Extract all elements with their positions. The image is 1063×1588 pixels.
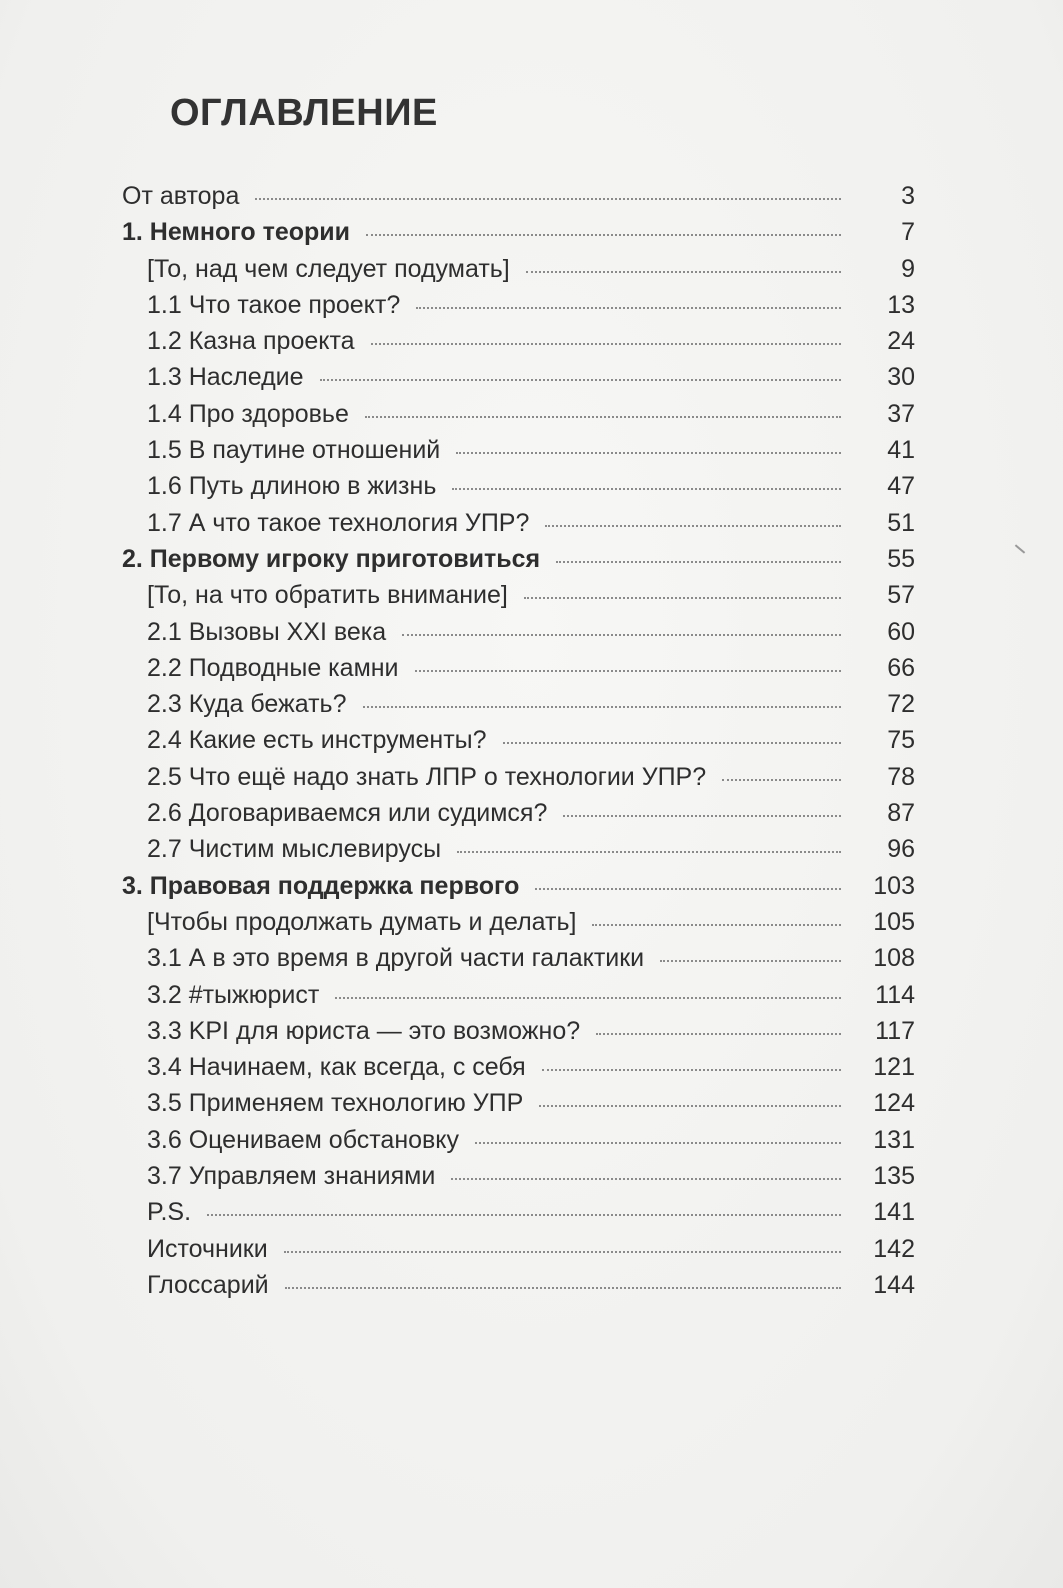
- toc-entry-label: 3.5 Применяем технологию УПР: [147, 1089, 524, 1118]
- toc-entry: [122, 1013, 915, 1049]
- toc-entry: [122, 178, 915, 214]
- page-title: ОГЛАВЛЕНИЕ: [170, 92, 438, 134]
- dot-leader: [207, 1214, 841, 1216]
- dot-leader: [526, 271, 841, 273]
- toc-entry-page: 66: [887, 653, 915, 682]
- dot-leader: [415, 670, 841, 672]
- dot-leader: [255, 198, 841, 200]
- toc-entry-label: 2.5 Что ещё надо знать ЛПР о технологии УПР?: [147, 762, 707, 791]
- toc-entry: [122, 977, 915, 1013]
- dot-leader: [284, 1251, 841, 1253]
- dot-leader: [456, 452, 841, 454]
- toc-entry-page: 7: [901, 218, 915, 247]
- dot-leader: [416, 307, 841, 309]
- dot-leader: [457, 851, 841, 853]
- dot-leader: [545, 525, 841, 527]
- toc-entry: [122, 1085, 915, 1121]
- toc-entry-page: 37: [887, 399, 915, 428]
- dot-leader: [335, 997, 841, 999]
- toc-entry-page: 131: [873, 1125, 915, 1154]
- toc-entry-label: 1.5 В паутине отношений: [147, 436, 441, 465]
- dot-leader: [539, 1105, 841, 1107]
- toc-entry-label: 1.6 Путь длиною в жизнь: [147, 472, 437, 501]
- dot-leader: [524, 597, 841, 599]
- toc-entry-label: 2.2 Подводные камни: [147, 653, 399, 682]
- toc-entry-page: 13: [887, 290, 915, 319]
- toc-entry-label: P.S.: [147, 1198, 192, 1227]
- toc-entry-page: 87: [887, 799, 915, 828]
- toc-entry-label: 2.4 Какие есть инструменты?: [147, 726, 487, 755]
- toc-entry: [122, 614, 915, 650]
- toc-entry-label: [То, над чем следует подумать]: [147, 254, 510, 283]
- toc-entry-page: 60: [887, 617, 915, 646]
- toc-entry-label: 2. Первому игроку приготовиться: [122, 544, 541, 573]
- dot-leader: [452, 488, 841, 490]
- toc-entry-page: 78: [887, 762, 915, 791]
- toc-entry-page: 114: [875, 980, 915, 1009]
- toc-entry: [122, 904, 915, 940]
- toc-entry: [122, 940, 915, 976]
- dot-leader: [475, 1142, 841, 1144]
- toc-entry-label: [То, на что обратить внимание]: [147, 581, 508, 610]
- toc-entry-label: 3. Правовая поддержка первого: [122, 871, 520, 900]
- toc-entry-label: [Чтобы продолжать думать и делать]: [147, 907, 577, 936]
- toc-chapter-entry: [122, 214, 915, 250]
- toc-entry-page: 55: [887, 544, 915, 573]
- toc-entry-label: 2.1 Вызовы XXI века: [147, 617, 387, 646]
- toc-entry: [122, 1267, 915, 1303]
- toc-entry-page: 142: [873, 1234, 915, 1263]
- toc-entry-page: 141: [873, 1198, 915, 1227]
- toc-entry-label: 3.6 Оцениваем обстановку: [147, 1125, 460, 1154]
- toc-entry-page: 135: [873, 1162, 915, 1191]
- toc-chapter-entry: [122, 541, 915, 577]
- toc-entry-label: 2.3 Куда бежать?: [147, 690, 347, 719]
- toc-entry-page: 3: [901, 182, 915, 210]
- toc-entry: [122, 795, 915, 831]
- dot-leader: [285, 1287, 841, 1289]
- dot-leader: [535, 888, 841, 890]
- dot-leader: [592, 924, 841, 926]
- toc-entry: [122, 722, 915, 758]
- toc-entry: [122, 432, 915, 468]
- dot-leader: [366, 234, 841, 236]
- toc-entry: [122, 759, 915, 795]
- toc-entry-page: 41: [887, 436, 915, 465]
- paper-mark: [1015, 544, 1025, 553]
- toc-entry: [122, 1049, 915, 1085]
- toc-entry-page: 105: [873, 907, 915, 936]
- toc-entry-page: 9: [901, 254, 915, 283]
- toc-entry: [122, 251, 915, 287]
- toc-entry: [122, 468, 915, 504]
- toc-entry-label: Источники: [147, 1234, 268, 1263]
- dot-leader: [722, 779, 841, 781]
- toc-entry-page: 103: [873, 871, 915, 900]
- toc-entry-label: 3.3 KPI для юриста — это возможно?: [147, 1016, 581, 1045]
- table-of-contents: [122, 178, 915, 1303]
- toc-entry-label: 1.4 Про здоровье: [147, 399, 349, 428]
- toc-entry: [122, 1122, 915, 1158]
- dot-leader: [363, 706, 842, 708]
- toc-entry-page: 117: [875, 1016, 915, 1045]
- toc-entry-label: 3.2 #тыжюрист: [147, 980, 320, 1009]
- toc-entry-page: 108: [873, 944, 915, 973]
- toc-entry-label: 2.7 Чистим мыслевирусы: [147, 835, 442, 864]
- toc-entry-label: 3.7 Управляем знаниями: [147, 1162, 436, 1191]
- dot-leader: [365, 416, 841, 418]
- toc-entry-page: 57: [887, 581, 915, 610]
- toc-entry-label: Глоссарий: [147, 1270, 269, 1299]
- dot-leader: [563, 815, 841, 817]
- toc-entry-page: 47: [887, 472, 915, 501]
- toc-entry-label: 1.1 Что такое проект?: [147, 290, 401, 319]
- toc-entry: [122, 831, 915, 867]
- toc-entry-page: 24: [887, 327, 915, 356]
- dot-leader: [556, 561, 841, 563]
- toc-entry: [122, 323, 915, 359]
- toc-entry-page: 72: [887, 690, 915, 719]
- toc-entry-label: 1.3 Наследие: [147, 363, 304, 392]
- toc-entry-page: 96: [887, 835, 915, 864]
- toc-entry: [122, 1194, 915, 1230]
- dot-leader: [320, 379, 841, 381]
- toc-entry-label: 3.4 Начинаем, как всегда, с себя: [147, 1053, 526, 1082]
- dot-leader: [542, 1069, 841, 1071]
- toc-entry-page: 30: [887, 363, 915, 392]
- dot-leader: [503, 742, 841, 744]
- toc-entry-label: 1. Немного теории: [122, 218, 351, 247]
- toc-entry-page: 124: [873, 1089, 915, 1118]
- toc-entry: [122, 1158, 915, 1194]
- toc-entry: [122, 650, 915, 686]
- toc-entry-page: 51: [887, 508, 915, 537]
- toc-entry-label: 2.6 Договариваемся или судимся?: [147, 799, 548, 828]
- dot-leader: [402, 634, 841, 636]
- toc-entry-page: 121: [873, 1053, 915, 1082]
- toc-entry-label: 3.1 А в это время в другой части галактики: [147, 944, 645, 973]
- toc-entry: [122, 359, 915, 395]
- toc-entry-page: 144: [873, 1270, 915, 1299]
- toc-entry-label: 1.7 А что такое технология УПР?: [147, 508, 530, 537]
- dot-leader: [451, 1178, 841, 1180]
- toc-entry-page: 75: [887, 726, 915, 755]
- toc-entry-label: От автора: [122, 182, 240, 210]
- dot-leader: [660, 960, 841, 962]
- dot-leader: [596, 1033, 841, 1035]
- toc-chapter-entry: [122, 868, 915, 904]
- toc-entry: [122, 505, 915, 541]
- toc-entry: [122, 686, 915, 722]
- toc-entry: [122, 577, 915, 613]
- toc-entry-label: 1.2 Казна проекта: [147, 327, 355, 356]
- dot-leader: [371, 343, 841, 345]
- toc-entry: [122, 396, 915, 432]
- toc-entry: [122, 1231, 915, 1267]
- toc-entry: [122, 287, 915, 323]
